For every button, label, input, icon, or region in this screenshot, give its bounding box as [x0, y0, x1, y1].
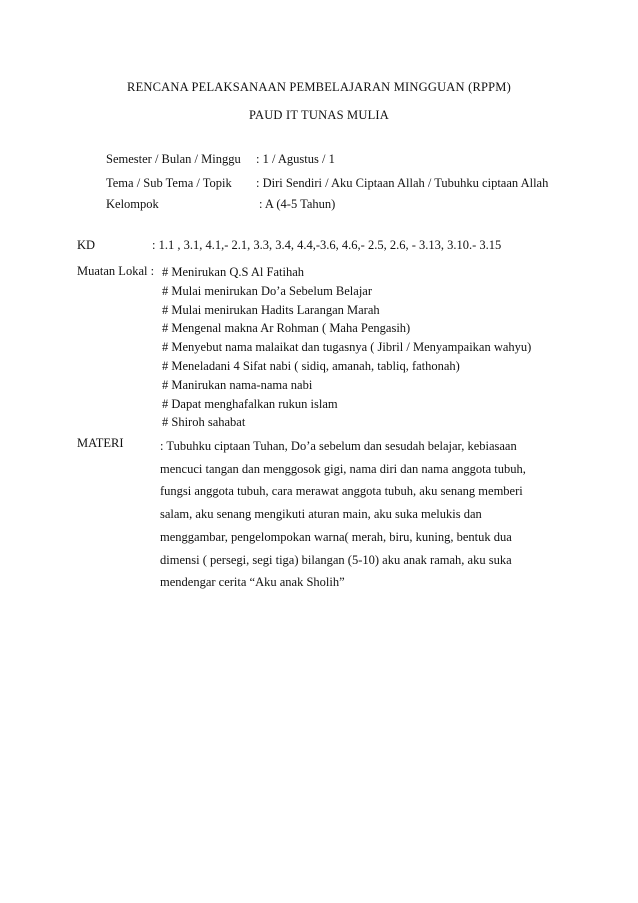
- materi-line: : Tubuhku ciptaan Tuhan, Do’a sebelum dan sesudah belajar, kebiasaan: [160, 439, 517, 453]
- materi-label: MATERI: [77, 436, 124, 450]
- kelompok-label: Kelompok: [106, 197, 159, 211]
- list-item: # Mulai menirukan Do’a Sebelum Belajar: [162, 283, 373, 298]
- list-item: # Dapat menghafalkan rukun islam: [162, 396, 338, 411]
- materi-line: mencuci tangan dan menggosok gigi, nama diri dan nama anggota tubuh,: [160, 461, 526, 476]
- muatan-lokal-list: [162, 263, 531, 432]
- list-item: # Mengenal makna Ar Rohman ( Maha Pengasih): [162, 321, 411, 336]
- semester-value: : 1 / Agustus / 1: [256, 152, 335, 166]
- list-item: # Meneladani 4 Sifat nabi ( sidiq, amanah, tabliq, fathonah): [162, 358, 460, 373]
- tema-label: Tema / Sub Tema / Topik: [106, 176, 232, 190]
- kd-label: KD: [77, 238, 96, 252]
- document-title: RENCANA PELAKSANAAN PEMBELAJARAN MINGGUAN (RPPM): [127, 80, 511, 94]
- list-item: # Mulai menirukan Hadits Larangan Marah: [162, 302, 380, 317]
- materi-paragraph: [160, 435, 526, 594]
- document-subtitle: PAUD IT TUNAS MULIA: [248, 108, 390, 122]
- materi-line: fungsi anggota tubuh, cara merawat anggota tubuh, aku senang memberi: [160, 484, 523, 499]
- list-item: # Menyebut nama malaikat dan tugasnya ( Jibril / Menyampaikan wahyu): [162, 340, 532, 355]
- materi-line: menggambar, pengelompokan warna( merah, biru, kuning, bentuk dua: [160, 529, 512, 544]
- materi-line: dimensi ( persegi, segi tiga) bilangan (5-10) aku anak ramah, aku suka: [160, 552, 512, 567]
- tema-value: : Diri Sendiri / Aku Ciptaan Allah / Tubuhku ciptaan Allah: [256, 176, 549, 190]
- list-item: # Manirukan nama-nama nabi: [162, 377, 313, 392]
- materi-line: salam, aku senang mengikuti aturan main, aku suka melukis dan: [160, 507, 482, 522]
- list-item: # Menirukan Q.S Al Fatihah: [162, 265, 305, 279]
- semester-label: Semester / Bulan / Minggu: [106, 152, 241, 166]
- muatan-lokal-label: Muatan Lokal :: [77, 264, 155, 278]
- list-item: # Shiroh sahabat: [162, 415, 246, 430]
- materi-line: mendengar cerita “Aku anak Sholih”: [160, 575, 345, 590]
- kelompok-value: : A (4-5 Tahun): [259, 197, 336, 211]
- kd-value: : 1.1 , 3.1, 4.1,- 2.1, 3.3, 3.4, 4.4,-3.6, 4.6,- 2.5, 2.6, - 3.13, 3.10.- 3.15: [152, 238, 502, 252]
